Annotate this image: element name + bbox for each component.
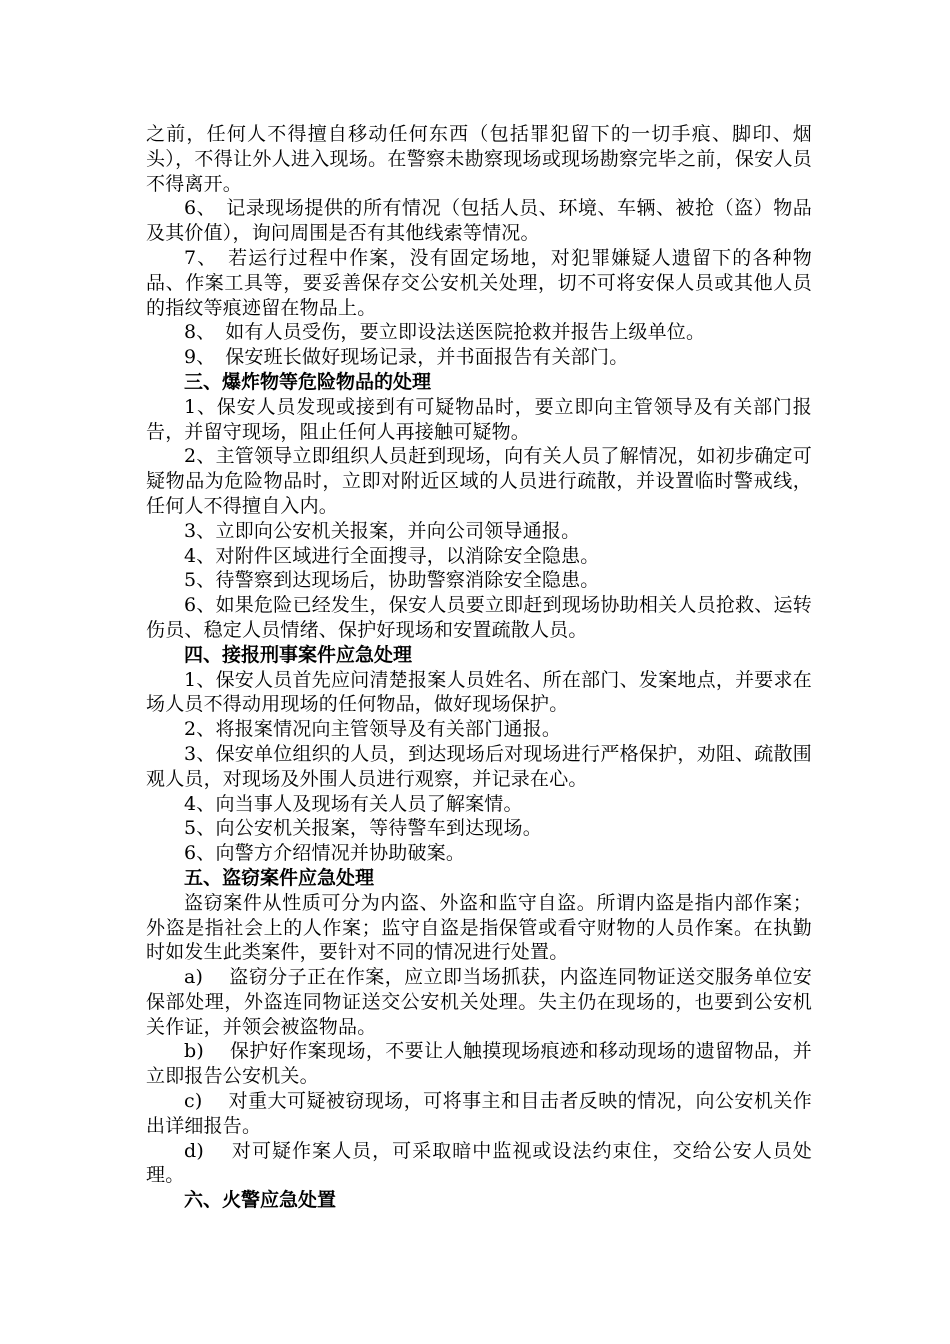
paragraph: 2、主管领导立即组织人员赶到现场，向有关人员了解情况，如初步确定可疑物品为危险物品时，立即对附近区域的人员进行疏散，并设置临时警戒线，任何人不得擅自入内。 xyxy=(146,445,812,517)
paragraph: 6、 记录现场提供的所有情况（包括人员、环境、车辆、被抢（盗）物品及其价值），询问周围是否有其他线索等情况。 xyxy=(146,197,812,245)
section-heading: 三、爆炸物等危险物品的处理 xyxy=(184,370,432,393)
paragraph: 3、立即向公安机关报案，并向公司领导通报。 xyxy=(184,519,581,542)
section-heading: 五、盗窃案件应急处理 xyxy=(184,866,375,889)
paragraph: 4、向当事人及现场有关人员了解案情。 xyxy=(184,792,523,815)
paragraph: 盗窃案件从性质可分为内盗、外盗和监守自盗。所谓内盗是指内部作案；外盗是指社会上的人作案；监守自盗是指保管或看守财物的人员作案。在执勤时如发生此类案件，要针对不同的情况进行处置。 xyxy=(146,891,812,964)
paragraph: 5、向公安机关报案，等待警车到达现场。 xyxy=(184,817,542,840)
paragraph: 1、保安人员发现或接到有可疑物品时，要立即向主管领导及有关部门报告，并留守现场，阻止任何人再接触可疑物。 xyxy=(146,395,812,443)
paragraph: 9、 保安班长做好现场记录，并书面报告有关部门。 xyxy=(184,346,629,369)
section-heading: 四、接报刑事案件应急处理 xyxy=(184,643,413,666)
paragraph: 8、 如有人员受伤，要立即设法送医院抢救并报告上级单位。 xyxy=(184,321,706,344)
paragraph: 7、 若运行过程中作案，没有固定场地，对犯罪嫌疑人遗留下的各种物品、作案工具等，要妥善保存交公安机关处理，切不可将安保人员或其他人员的指纹等痕迹留在物品上。 xyxy=(146,246,812,319)
paragraph: c) 对重大可疑被窃现场，可将事主和目击者反映的情况，向公安机关作出详细报告。 xyxy=(146,1090,812,1137)
paragraph: 5、待警察到达现场后，协助警察消除安全隐患。 xyxy=(184,569,600,592)
section-heading: 六、火警应急处置 xyxy=(184,1189,337,1212)
paragraph: a) 盗窃分子正在作案，应立即当场抓获，内盗连同物证送交服务单位安保部处理，外盗连同物证送交公安机关处理。失主仍在现场的，也要到公安机关作证，并领会被盗物品。 xyxy=(146,966,812,1038)
paragraph: 6、如果危险已经发生，保安人员要立即赶到现场协助相关人员抢救、运转伤员、稳定人员情绪、保护好现场和安置疏散人员。 xyxy=(146,594,812,641)
paragraph: 3、保安单位组织的人员，到达现场后对现场进行严格保护，劝阻、疏散围观人员，对现场及外围人员进行观察，并记录在心。 xyxy=(146,742,812,790)
paragraph: d) 对可疑作案人员，可采取暗中监视或设法约束住，交给公安人员处理。 xyxy=(146,1139,812,1187)
paragraph: 之前，任何人不得擅自移动任何东西（包括罪犯留下的一切手痕、脚印、烟头），不得让外人进入现场。在警察未勘察现场或现场勘察完毕之前，保安人员不得离开。 xyxy=(146,123,812,195)
paragraph: 2、将报案情况向主管领导及有关部门通报。 xyxy=(184,718,562,741)
document-body xyxy=(146,122,812,1213)
paragraph: 4、对附件区域进行全面搜寻，以消除安全隐患。 xyxy=(184,544,600,567)
paragraph: 6、向警方介绍情况并协助破案。 xyxy=(184,842,466,865)
paragraph: 1、保安人员首先应问清楚报案人员姓名、所在部门、发案地点，并要求在场人员不得动用现场的任何物品，做好现场保护。 xyxy=(146,668,812,716)
paragraph: b) 保护好作案现场，不要让人触摸现场痕迹和移动现场的遗留物品，并立即报告公安机关。 xyxy=(146,1040,812,1088)
